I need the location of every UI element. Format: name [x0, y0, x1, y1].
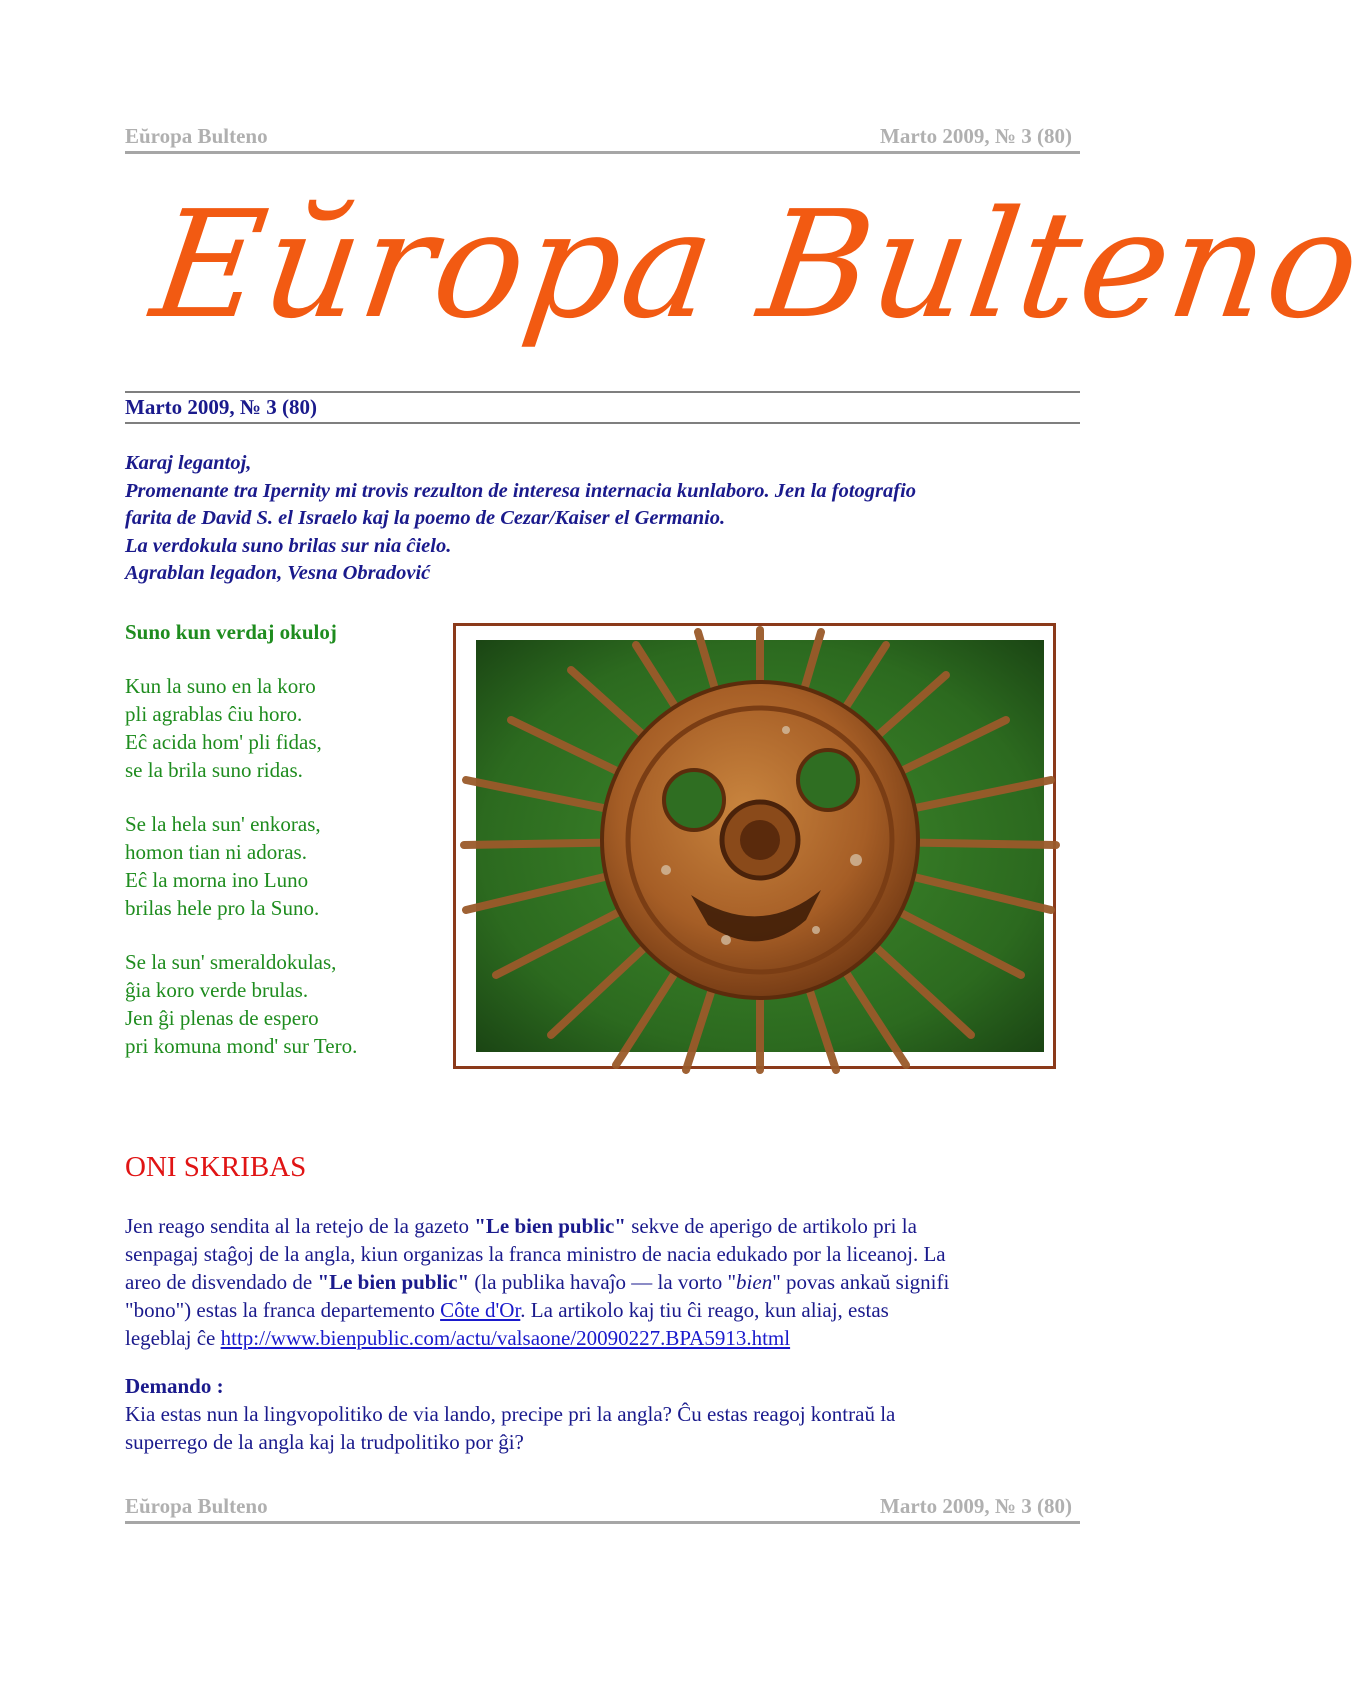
- intro-line: farita de David S. el Israelo kaj la poemo de Cezar/Kaiser el Germanio.: [125, 507, 726, 529]
- poem-line: se la brila suno ridas.: [125, 758, 303, 782]
- poem-line: Se la sun' smeraldokulas,: [125, 950, 337, 974]
- article-line: [125, 1324, 1085, 1352]
- article-text: areo de disvendado de: [125, 1270, 318, 1294]
- newspaper-name: "Le bien public": [474, 1214, 626, 1238]
- poem-line: brilas hele pro la Suno.: [125, 896, 320, 920]
- intro-line: Agrablan legadon, Vesna Obradović: [125, 562, 431, 584]
- issue-line: Marto 2009, № 3 (80): [125, 391, 1080, 424]
- poem-stanza: [125, 672, 425, 784]
- article-text: (la publika havaĵo — la vorto ": [469, 1270, 737, 1294]
- article-text: " povas ankaŭ signifi: [772, 1270, 950, 1294]
- article-text: . La artikolo kaj tiu ĉi reago, kun aliaj, estas: [520, 1298, 889, 1322]
- poem-line: homon tian ni adoras.: [125, 840, 307, 864]
- sun-wheel-illustration: [476, 640, 1044, 1052]
- header-publication-name: Eŭropa Bulteno: [125, 124, 268, 148]
- poem-line: Eĉ la morna ino Luno: [125, 868, 309, 892]
- editor-intro: [125, 450, 1085, 588]
- intro-line: Karaj legantoj,: [125, 452, 252, 474]
- poem-line: Eĉ acida hom' pli fidas,: [125, 730, 322, 754]
- emphasis-word: bien: [736, 1270, 773, 1294]
- rusty-sun-wheel-photo: [476, 640, 1044, 1052]
- article-text: sekve de aperigo de artikolo pri la: [625, 1214, 917, 1238]
- question-label: Demando :: [125, 1374, 224, 1398]
- article-line: [125, 1268, 1085, 1296]
- poem-line: pli agrablas ĉiu horo.: [125, 702, 303, 726]
- running-footer: [125, 1493, 1080, 1524]
- footer-publication-name: Eŭropa Bulteno: [125, 1494, 268, 1518]
- header-issue-info: Marto 2009, № 3 (80): [880, 124, 1072, 148]
- poem-line: ĝia koro verde brulas.: [125, 978, 309, 1002]
- poem-stanza: [125, 948, 425, 1060]
- article-line: senpagaj staĝoj de la angla, kiun organizas la franca ministro de nacia edukado por la liceanoj. La: [125, 1242, 946, 1266]
- photo-frame: [453, 623, 1056, 1069]
- running-header: [125, 123, 1080, 154]
- article-text: legeblaj ĉe: [125, 1326, 221, 1350]
- poem: [125, 618, 425, 1086]
- article-line: [125, 1212, 1085, 1240]
- intro-line: Promenante tra Ipernity mi trovis rezulton de interesa internacia kunlaboro. Jen la fotografio: [125, 479, 917, 502]
- newspaper-name: "Le bien public": [317, 1270, 470, 1294]
- question-line: superrego de la angla kaj la trudpolitiko por ĝi?: [125, 1430, 524, 1454]
- article-line: [125, 1296, 1085, 1324]
- bienpublic-article-link[interactable]: http://www.bienpublic.com/actu/valsaone/20090227.BPA5913.html: [220, 1326, 791, 1350]
- footer-issue-info: Marto 2009, № 3 (80): [880, 1494, 1072, 1518]
- article-text: Jen reago sendita al la retejo de la gazeto: [125, 1214, 475, 1238]
- poem-line: Se la hela sun' enkoras,: [125, 812, 321, 836]
- article-text: "bono") estas la franca departemento: [125, 1298, 441, 1322]
- intro-line: La verdokula suno brilas sur nia ĉielo.: [125, 534, 452, 557]
- poem-line: Kun la suno en la koro: [125, 674, 316, 698]
- poem-line: Jen ĝi plenas de espero: [125, 1006, 319, 1030]
- poem-line: pri komuna mond' sur Tero.: [125, 1034, 358, 1058]
- poem-stanza: [125, 810, 425, 922]
- masthead-title: Eŭropa Bulteno: [143, 179, 1372, 351]
- section-heading: ONI SKRIBAS: [125, 1151, 307, 1183]
- cote-dor-link[interactable]: Côte d'Or: [440, 1298, 521, 1322]
- poem-title: Suno kun verdaj okuloj: [125, 620, 337, 644]
- article: [125, 1212, 1085, 1456]
- question-line: Kia estas nun la lingvopolitiko de via lando, precipe pri la angla? Ĉu estas reagoj kontraŭ la: [125, 1402, 896, 1426]
